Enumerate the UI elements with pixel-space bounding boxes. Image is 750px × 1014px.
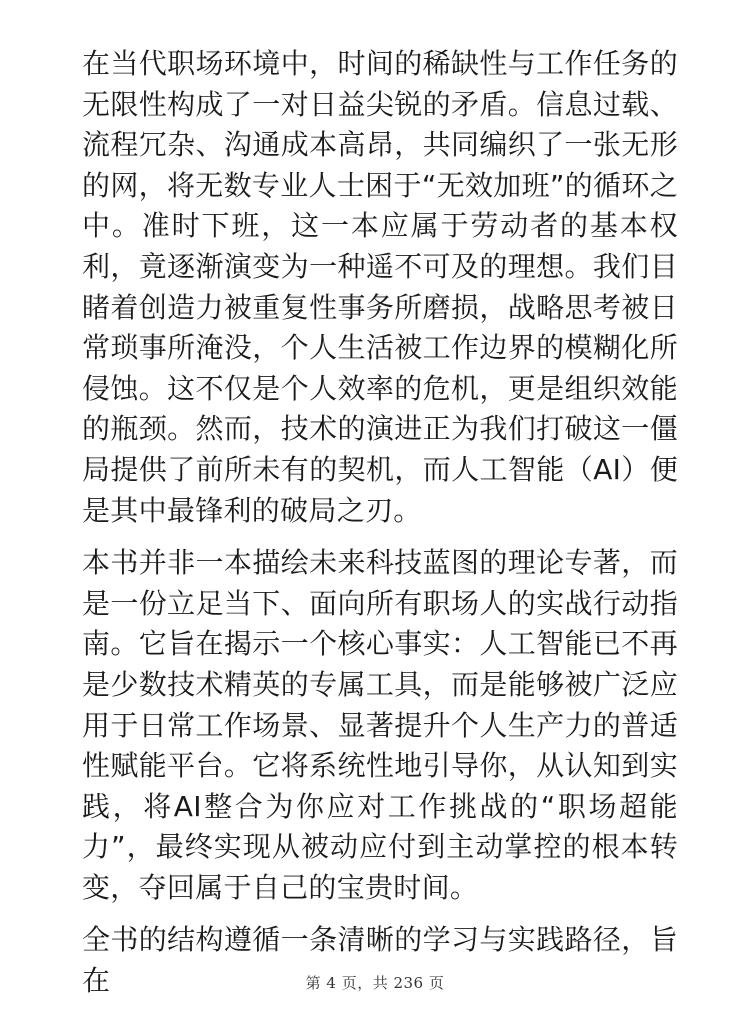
paragraph-1: 在当代职场环境中，时间的稀缺性与工作任务的无限性构成了一对日益尖锐的矛盾。信息过载、流程冗杂、沟通成本高昂，共同编织了一张无形的网，将无数专业人士困于“无效加班”的循环之中。准时下班，这一本应属于劳动者的基本权利，竟逐渐演变为一种遥不可及的理想。我们目睹着创造力被重复性事务所磨损，战略思考被日常琐事所淹没，个人生活被工作边界的模糊化所侵蚀。这不仅是个人效率的危机，更是组织效能的瓶颈。然而，技术的演进正为我们打破这一僵局提供了前所未有的契机，而人工智能（AI）便是其中最锋利的破局之刃。 — [82, 47, 678, 527]
body-text — [82, 44, 678, 1014]
page-number-footer: 第 4 页，共 236 页 — [305, 974, 445, 992]
paragraph-3: 全书的结构遵循一条清晰的学习与实践路径，旨在 — [82, 923, 678, 998]
paragraph-2: 本书并非一本描绘未来科技蓝图的理论专著，而是一份立足当下、面向所有职场人的实战行动指南。它旨在揭示一个核心事实：人工智能已不再是少数技术精英的专属工具，而是能够被广泛应用于日常工作场景、显著提升个人生产力的普适性赋能平台。它将系统性地引导你，从认知到实践，将AI整合为你应对工作挑战的“职场超能力”，最终实现从被动应付到主动掌控的根本转变，夺回属于自己的宝贵时间。 — [82, 546, 678, 904]
